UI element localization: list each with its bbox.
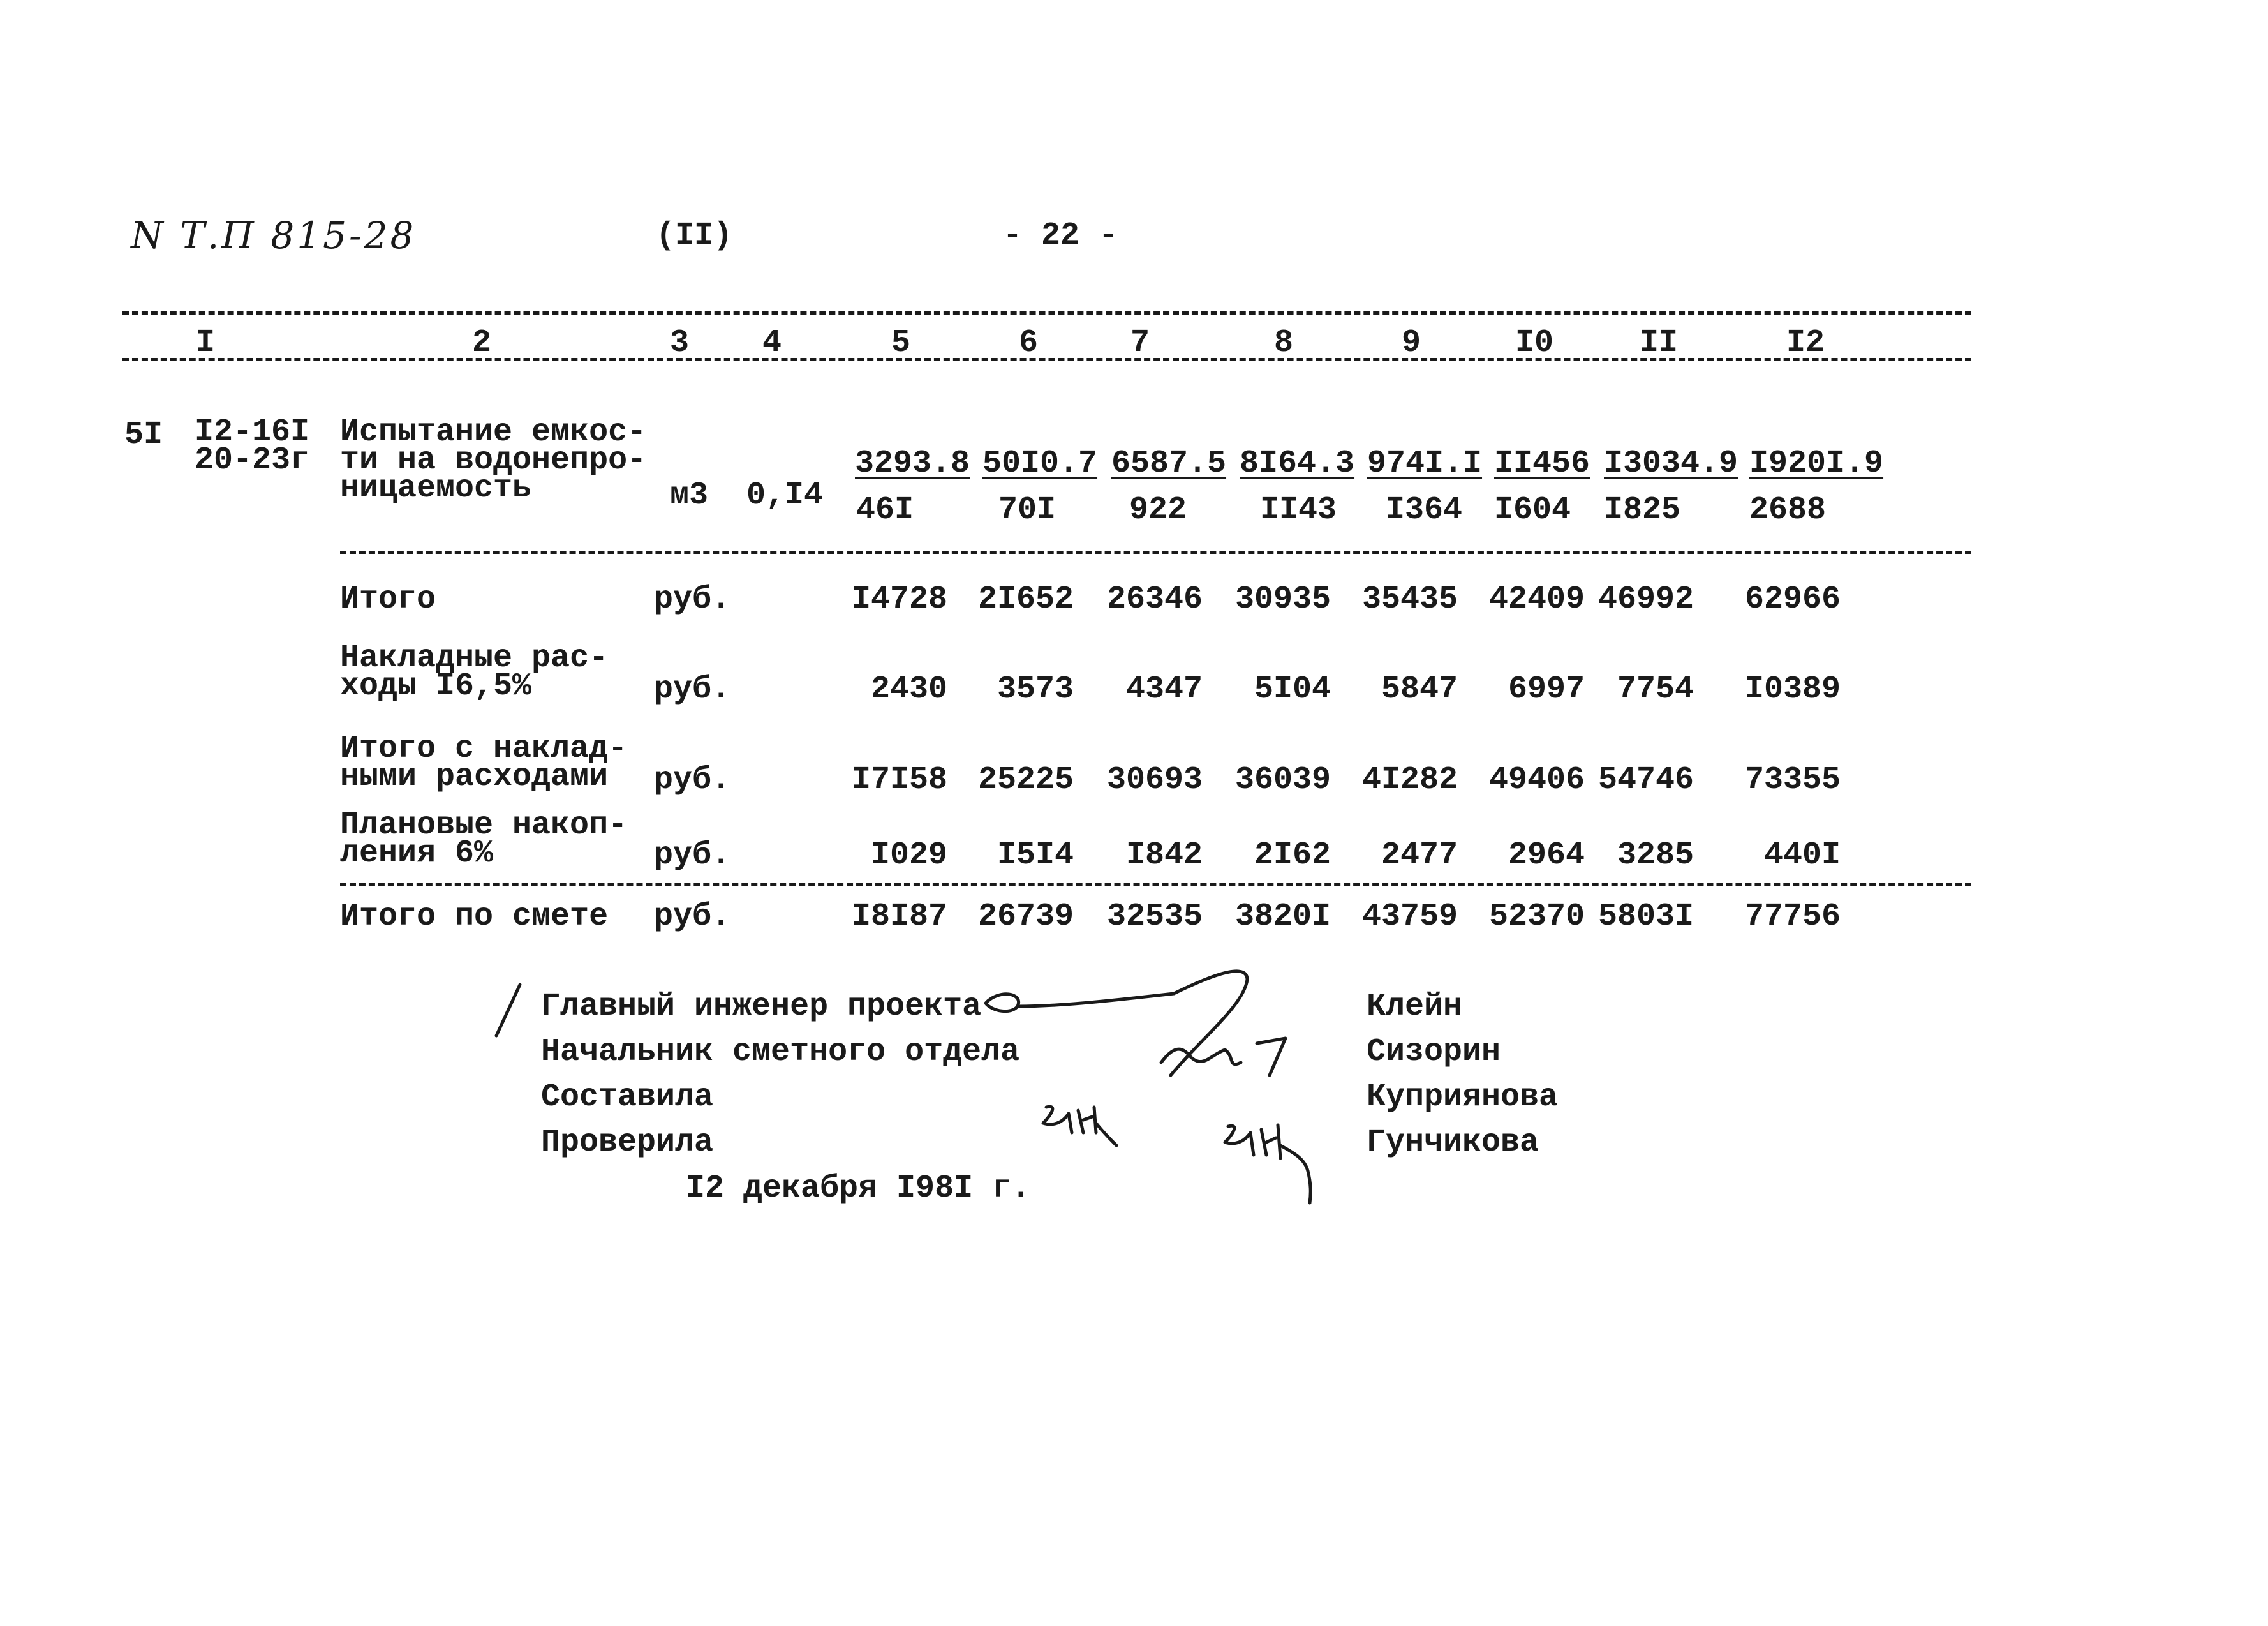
row-value: 36039 xyxy=(1234,762,1331,798)
column-header: I0 xyxy=(1515,325,1554,361)
signature-role: Составила xyxy=(541,1079,714,1115)
item-description xyxy=(340,414,647,507)
row-value: 26739 xyxy=(977,899,1074,935)
row-label-line: ходы I6,5% xyxy=(340,668,532,705)
item-value-top: II456 xyxy=(1494,445,1590,482)
row-value: 30693 xyxy=(1106,762,1203,798)
row-value: 25225 xyxy=(977,762,1074,798)
header-rule-top xyxy=(122,311,1971,315)
item-value-bottom: I604 xyxy=(1494,492,1571,528)
column-header: 6 xyxy=(1018,325,1039,361)
row-value: I029 xyxy=(870,837,947,874)
signature-role: Начальник сметного отдела xyxy=(541,1034,1020,1070)
row-value: 30935 xyxy=(1234,581,1331,618)
signature-date: I2 декабря I98I г. xyxy=(686,1170,1031,1207)
row-unit: руб. xyxy=(654,671,731,708)
row-value: 7754 xyxy=(1617,671,1694,708)
row-value: 2I652 xyxy=(977,581,1074,618)
column-header: 9 xyxy=(1401,325,1421,361)
row-value: 2477 xyxy=(1381,837,1458,874)
signature-name: Гунчикова xyxy=(1367,1124,1539,1161)
row-value: I8I87 xyxy=(851,899,947,935)
row-label xyxy=(340,640,609,705)
row-label xyxy=(340,807,628,872)
column-header: II xyxy=(1639,325,1679,361)
row-unit: руб. xyxy=(654,837,731,874)
row-value: 35435 xyxy=(1361,581,1458,618)
row-value: 52370 xyxy=(1488,899,1585,935)
margin-slash-mark xyxy=(491,980,530,1043)
item-value-top: I920I.9 xyxy=(1749,445,1884,482)
row-value: 6997 xyxy=(1508,671,1585,708)
item-value-top: 974I.I xyxy=(1367,445,1483,482)
row-value: 3820I xyxy=(1234,899,1331,935)
row-label-line: ными расходами xyxy=(340,759,609,795)
checker-initials-signature xyxy=(1215,1107,1330,1209)
row-value: 2964 xyxy=(1508,837,1585,874)
item-description-line: Испытание емкос- xyxy=(340,414,647,451)
item-value-top: 6587.5 xyxy=(1111,445,1227,482)
row-value: 440I xyxy=(1763,837,1841,874)
row-label-line: Плановые накоп- xyxy=(340,807,628,844)
row-value: 62966 xyxy=(1744,581,1841,618)
row-value: 4347 xyxy=(1125,671,1203,708)
signature-role: Главный инженер проекта xyxy=(541,988,982,1025)
item-number: 5I xyxy=(124,417,163,453)
row-value: 5I04 xyxy=(1254,671,1331,708)
item-unit: м3 xyxy=(670,477,709,514)
item-value-bottom: 2688 xyxy=(1749,492,1827,528)
row-label xyxy=(340,731,628,795)
item-value-bottom: I825 xyxy=(1604,492,1681,528)
column-header: 4 xyxy=(762,325,782,361)
row-unit: руб. xyxy=(654,581,731,618)
page-number: - 22 - xyxy=(1003,218,1118,254)
row-label: Итого по смете xyxy=(340,899,609,935)
document-code: N Т.П 815-28 xyxy=(131,214,417,257)
row-value: I0389 xyxy=(1744,671,1841,708)
row-label: Итого xyxy=(340,581,436,618)
row-label-line: ления 6% xyxy=(340,835,494,872)
column-header: I2 xyxy=(1786,325,1825,361)
item-quantity: 0,I4 xyxy=(746,477,824,514)
item-value-bottom: 70I xyxy=(998,492,1056,528)
item-value-top: 3293.8 xyxy=(855,445,970,482)
row-value: I842 xyxy=(1125,837,1203,874)
column-header: 5 xyxy=(891,325,911,361)
total-separator xyxy=(340,883,1971,886)
row-value: 3285 xyxy=(1617,837,1694,874)
row-unit: руб. xyxy=(654,899,731,935)
row-value: 54746 xyxy=(1597,762,1694,798)
item-description-line: ти на водонепро- xyxy=(340,442,647,479)
item-value-top: 8I64.3 xyxy=(1240,445,1355,482)
row-value: 46992 xyxy=(1597,581,1694,618)
column-header: 3 xyxy=(669,325,690,361)
column-header: 7 xyxy=(1130,325,1150,361)
item-value-bottom: 922 xyxy=(1129,492,1187,528)
compiler-initials-signature xyxy=(1034,1088,1123,1158)
row-value: 5803I xyxy=(1597,899,1694,935)
row-value: 49406 xyxy=(1488,762,1585,798)
chief-engineer-signature xyxy=(979,960,1311,1101)
item-value-bottom: 46I xyxy=(856,492,914,528)
row-value: 4I282 xyxy=(1361,762,1458,798)
item-code-line: 20-23г xyxy=(195,442,310,479)
row-value: 5847 xyxy=(1381,671,1458,708)
signature-name: Сизорин xyxy=(1367,1034,1501,1070)
row-label-line: Накладные рас- xyxy=(340,640,609,676)
item-code xyxy=(195,414,310,479)
row-value: 2I62 xyxy=(1254,837,1331,874)
section-number: (II) xyxy=(656,218,733,254)
row-label-line: Итого с наклад- xyxy=(340,731,628,767)
item-separator xyxy=(340,551,1971,554)
row-unit: руб. xyxy=(654,762,731,798)
row-value: 77756 xyxy=(1744,899,1841,935)
item-value-top: I3034.9 xyxy=(1604,445,1738,482)
row-value: 42409 xyxy=(1488,581,1585,618)
column-header: 2 xyxy=(471,325,492,361)
item-description-line: ницаемость xyxy=(340,470,532,507)
row-value: 3573 xyxy=(997,671,1074,708)
row-value: I7I58 xyxy=(851,762,947,798)
row-value: 73355 xyxy=(1744,762,1841,798)
row-value: 43759 xyxy=(1361,899,1458,935)
signature-name: Клейн xyxy=(1367,988,1463,1025)
row-value: 32535 xyxy=(1106,899,1203,935)
column-header: 8 xyxy=(1273,325,1294,361)
header-rule-bottom xyxy=(122,358,1971,361)
row-value: I4728 xyxy=(851,581,947,618)
row-value: 2430 xyxy=(870,671,947,708)
row-value: I5I4 xyxy=(997,837,1074,874)
row-value: 26346 xyxy=(1106,581,1203,618)
signature-name: Куприянова xyxy=(1367,1079,1559,1115)
item-value-top: 50I0.7 xyxy=(982,445,1098,482)
item-code-line: I2-16I xyxy=(195,414,310,451)
item-value-bottom: II43 xyxy=(1260,492,1337,528)
signature-role: Проверила xyxy=(541,1124,714,1161)
column-header: I xyxy=(195,325,216,361)
item-value-bottom: I364 xyxy=(1386,492,1463,528)
